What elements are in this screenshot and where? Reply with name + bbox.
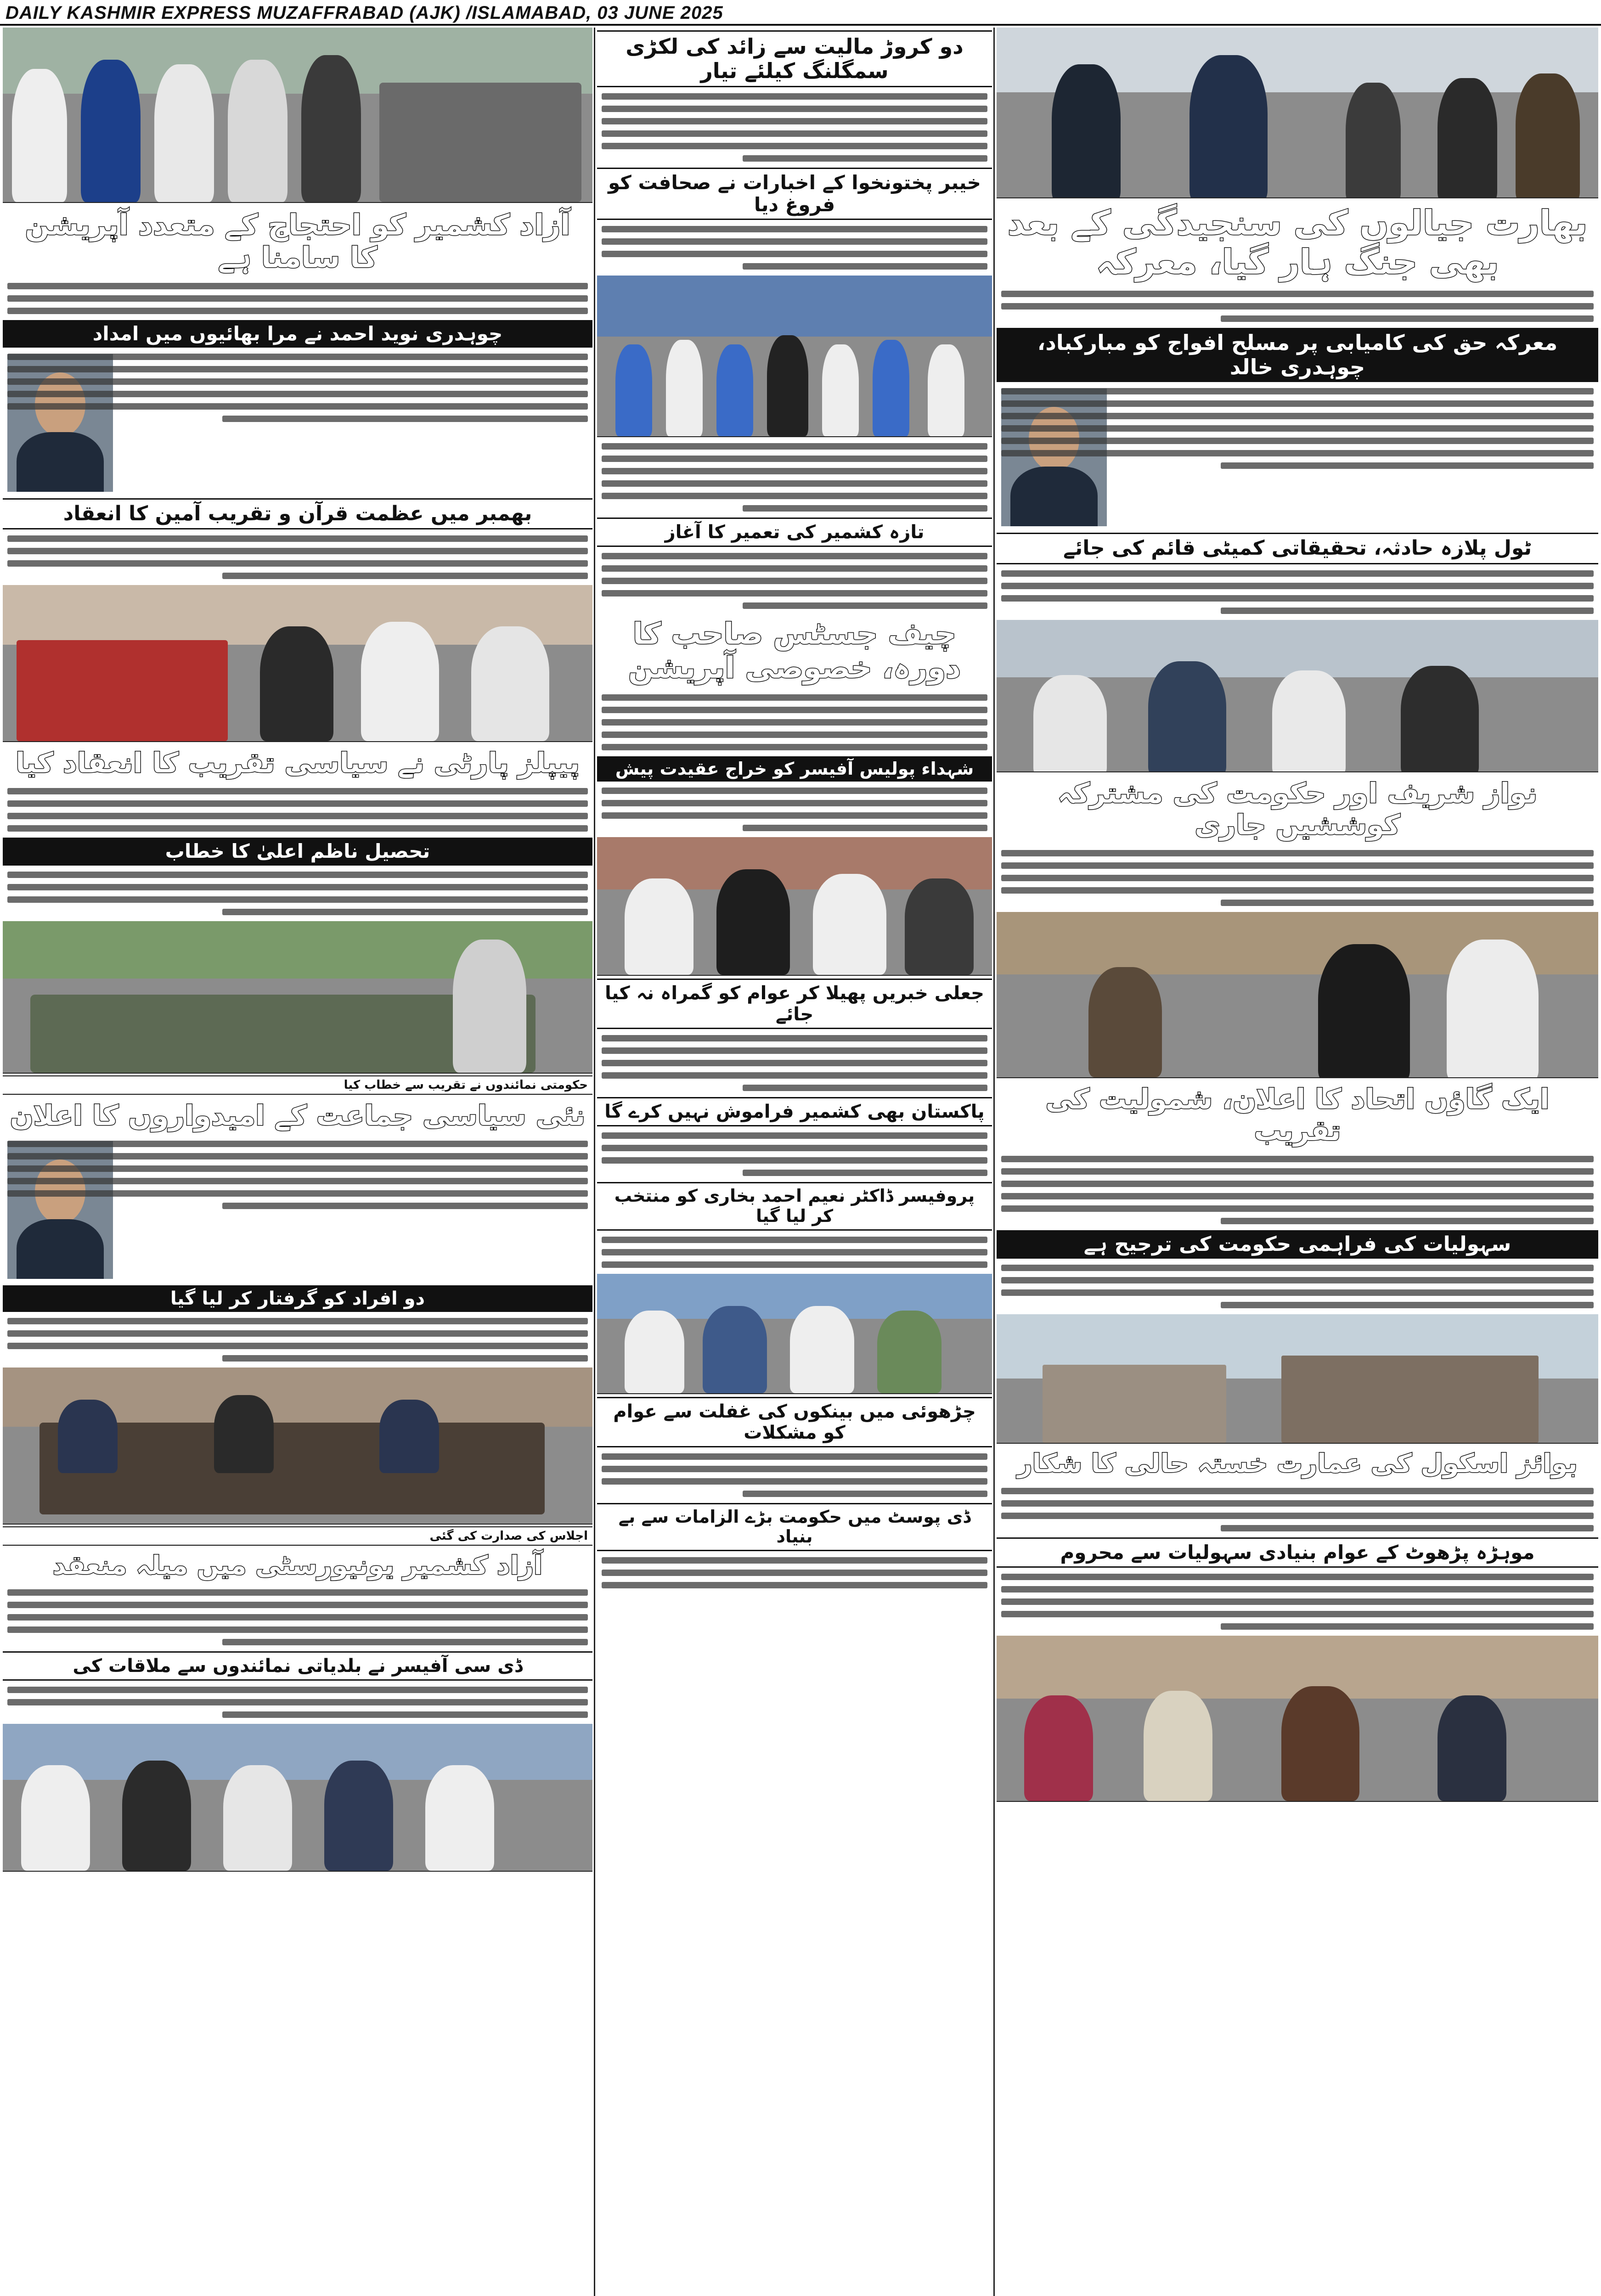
headline: چوہدری نوید احمد نے مرا بھائیوں میں امداد — [3, 320, 592, 348]
right-column — [997, 28, 1598, 2296]
news-photo — [997, 1314, 1598, 1444]
news-photo — [997, 620, 1598, 772]
headline: آزاد کشمیر کو احتجاج کے متعدد آپریشن کا سامنا ہے — [25, 208, 570, 275]
headline: پیپلز پارٹی نے سیاسی تقریب کا انعقاد کیا — [16, 747, 580, 780]
news-photo — [3, 921, 592, 1074]
news-photo — [3, 585, 592, 742]
headline: ڈی پوسٹ میں حکومت بڑے الزامات سے بے بنیاد — [597, 1503, 992, 1551]
headline: سہولیات کی فراہمی حکومت کی ترجیح ہے — [997, 1230, 1598, 1259]
headline: خیبر پختونخوا کے اخبارات نے صحافت کو فروغ دیا — [597, 168, 992, 220]
headline: ایک گاؤں اتحاد کا اعلان، شمولیت کی تقریب — [1045, 1083, 1550, 1147]
news-photo — [997, 28, 1598, 198]
headline: موہڑہ پڑھوٹ کے عوام بنیادی سہولیات سے محروم — [997, 1537, 1598, 1568]
portrait-photo — [7, 354, 113, 492]
headline: دو افراد کو گرفتار کر لیا گیا — [3, 1285, 592, 1312]
headline: بھارت جیالوں کی سنجیدگی کے بعد بھی جنگ ہار گیا، معرکہ — [1007, 203, 1588, 282]
news-photo — [3, 1724, 592, 1872]
headline: بوائز اسکول کی عمارت خستہ حالی کا شکار — [1017, 1449, 1578, 1479]
headline: تازہ کشمیر کی تعمیر کا آغاز — [597, 518, 992, 547]
left-column — [3, 28, 592, 2296]
headline: ٹول پلازہ حادثہ، تحقیقاتی کمیٹی قائم کی جائے — [997, 533, 1598, 564]
news-photo — [3, 1367, 592, 1525]
headline: ڈی سی آفیسر نے بلدیاتی نمائندوں سے ملاقات کی — [3, 1651, 592, 1681]
headline: نواز شریف اور حکومت کی مشترکہ کوششیں جاری — [1057, 777, 1538, 841]
photo-caption: اجلاس کی صدارت کی گئی — [3, 1526, 592, 1546]
headline: معرکہ حق کی کامیابی پر مسلح افواج کو مبارکباد، چوہدری خالد — [997, 328, 1598, 382]
headline: پاکستان بھی کشمیر فراموش نہیں کرے گا — [597, 1097, 992, 1126]
headline: تحصیل ناظم اعلیٰ کا خطاب — [3, 838, 592, 865]
news-photo — [597, 837, 992, 976]
news-photo — [997, 1636, 1598, 1802]
photo-caption: حکومتی نمائندوں نے تقریب سے خطاب کیا — [3, 1075, 592, 1095]
news-photo — [997, 912, 1598, 1078]
headline: چیف جسٹس صاحب کا دورہ، خصوصی آپریشن — [628, 617, 961, 685]
portrait-photo — [7, 1141, 113, 1279]
headline: جعلی خبریں پھیلا کر عوام کو گمراہ نہ کیا جائے — [597, 979, 992, 1029]
column-divider — [993, 28, 995, 2296]
masthead — [0, 0, 1601, 26]
news-photo — [597, 276, 992, 437]
center-column — [597, 28, 992, 2296]
headline: بھمبر میں عظمت قرآن و تقریب آمین کا انعقاد — [3, 498, 592, 530]
news-photo — [597, 1274, 992, 1394]
headline: نئی سیاسی جماعت کے امیدواروں کا اعلان — [10, 1099, 586, 1132]
news-photo — [3, 28, 592, 203]
portrait-photo — [1001, 388, 1107, 526]
headline: چڑھوئی میں بینکوں کی غفلت سے عوام کو مشکلات — [597, 1397, 992, 1447]
headline: شہداء پولیس آفیسر کو خراج عقیدت پیش — [597, 756, 992, 782]
masthead-title: DAILY KASHMIR EXPRESS MUZAFFRABAD (AJK) /ISLAMABAD, 03 JUNE 2025 — [6, 3, 723, 23]
headline: آزاد کشمیر یونیورسٹی میں میلہ منعقد — [52, 1550, 543, 1581]
column-divider — [594, 28, 595, 2296]
headline: پروفیسر ڈاکٹر نعیم احمد بخاری کو منتخب کر لیا گیا — [597, 1182, 992, 1230]
headline: دو کروڑ مالیت سے زائد کی لکڑی سمگلنگ کیلئے تیار — [597, 30, 992, 87]
